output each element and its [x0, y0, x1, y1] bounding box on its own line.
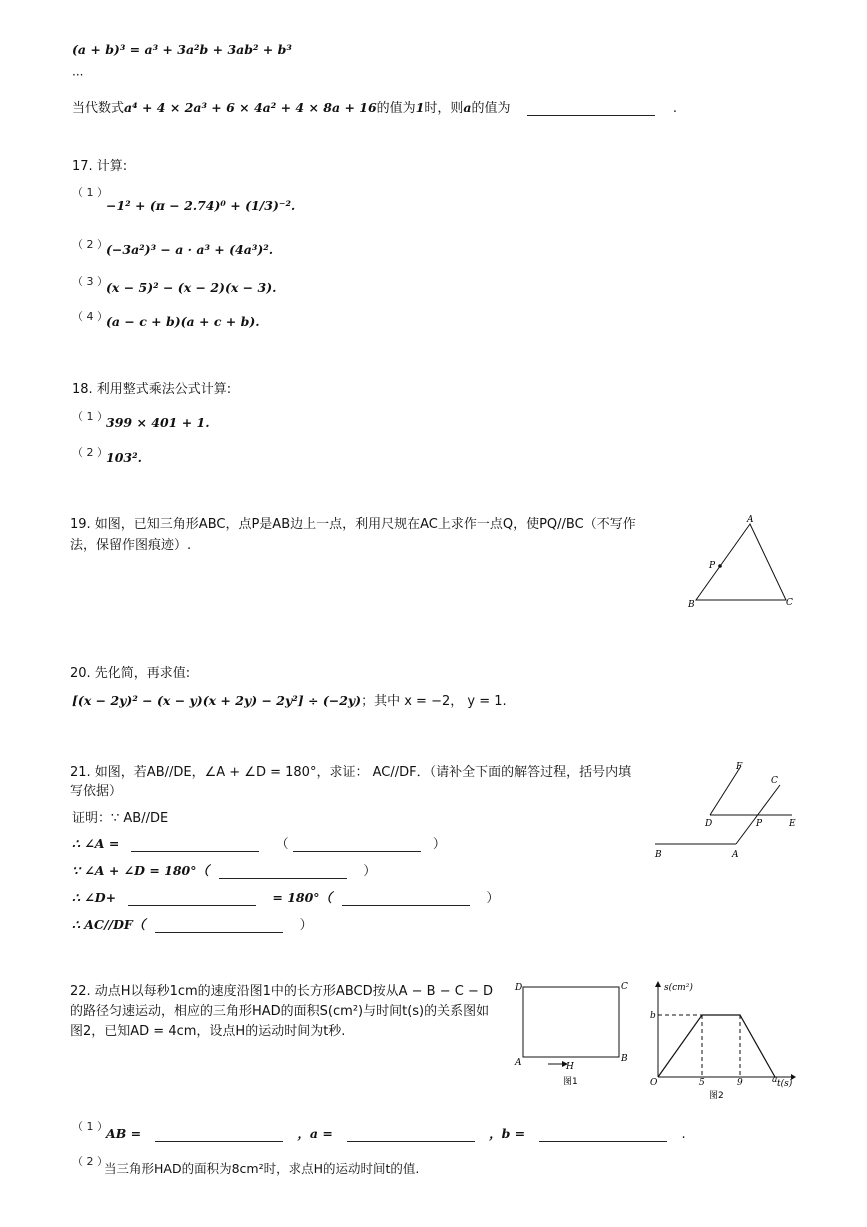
period: . [672, 101, 677, 116]
fig1-label-a: A [515, 1058, 522, 1068]
answer-blank[interactable] [527, 101, 655, 116]
q21-step4 [72, 914, 313, 933]
top-q-var: a [463, 100, 472, 115]
label-c: C [786, 598, 793, 608]
sub1-b: ，b = [489, 1126, 526, 1141]
q22-sub2-text: 当三角形HAD的面积为8cm²时，求点H的运动时间t的值. [104, 1161, 420, 1176]
parallel-lines-figure [650, 758, 800, 862]
step1-paren-close: ） [432, 837, 446, 852]
fig1-label-b: B [621, 1054, 628, 1064]
fig1-label-c: C [621, 982, 628, 992]
rectangle-figure-1 [508, 975, 633, 1093]
point-p [718, 564, 722, 568]
q18-title: 18. 利用整式乘法公式计算: [72, 382, 232, 397]
q22-sub1-num: （ 1 ） [72, 1120, 108, 1133]
step2-reason-blank[interactable] [219, 864, 347, 879]
fig2-x9: 9 [737, 1078, 743, 1088]
fig2-b: b [650, 1011, 656, 1021]
step4-paren-close: ） [299, 918, 313, 933]
q20-cond: ；其中 x = −2， y = 1. [361, 694, 507, 709]
q20-expression [72, 690, 507, 709]
q17-num-4: （ 4 ） [72, 310, 108, 323]
q18-num-2: （ 2 ） [72, 446, 108, 459]
step1-blank[interactable] [131, 837, 259, 852]
q17-expr-4: (a − c + b)(a + c + b). [106, 314, 260, 329]
label-a2: A [732, 850, 739, 860]
ab-blank[interactable] [155, 1127, 283, 1142]
fig2-x5: 5 [699, 1078, 705, 1088]
top-q-mid: 的值为 [376, 101, 416, 116]
fig2-ylabel: s(cm²) [664, 983, 693, 993]
q17-expr-1: −1² + (π − 2.74)⁰ + (1/3)⁻². [106, 198, 296, 213]
label-p2: P [756, 819, 763, 829]
label-b: B [688, 600, 695, 610]
q22-line1: 22. 动点H以每秒1cm的速度沿图1中的长方形ABCD按从A − B − C − D [70, 984, 493, 999]
b-blank[interactable] [539, 1127, 667, 1142]
label-b2: B [655, 850, 662, 860]
q19-line2: 法，保留作图痕迹）. [70, 538, 192, 553]
q17-title: 17. 计算: [72, 159, 128, 174]
q17-expr-2: (−3a²)³ − a · a³ + (4a³)². [106, 242, 274, 257]
expansion-formula: (a + b)³ = a³ + 3a²b + 3ab² + b³ [72, 42, 292, 57]
q21-step2 [72, 860, 376, 879]
fig1-label-h: H [566, 1062, 574, 1072]
step3-text-a: ∴ ∠D+ [72, 890, 117, 905]
label-d: D [705, 819, 713, 829]
step1-reason-blank[interactable] [293, 837, 421, 852]
top-question [72, 97, 677, 116]
sub1-a: ，a = [297, 1126, 333, 1141]
label-f: F [736, 762, 743, 772]
q21-line2: 写依据） [70, 784, 123, 799]
step3-paren-close: ） [486, 891, 500, 906]
q20-expr: [(x − 2y)² − (x − y)(x + 2y) − 2y²] ÷ (−2y) [72, 693, 362, 708]
area-time-graph [645, 975, 800, 1103]
step2-text: ∵ ∠A + ∠D = 180°（ [72, 863, 209, 878]
q22-sub2-num: （ 2 ） [72, 1155, 108, 1168]
q19-line1: 19. 如图，已知三角形ABC，点P是AB边上一点，利用尺规在AC上求作一点Q，使PQ//BC（不写作 [70, 517, 636, 532]
fig1-label-d: D [515, 983, 523, 993]
top-q-post: 的值为 [471, 101, 511, 116]
step4-reason-blank[interactable] [155, 918, 283, 933]
q17-num-2: （ 2 ） [72, 238, 108, 251]
q18-expr-2: 103². [106, 450, 142, 465]
fig2-a: a [772, 1075, 778, 1085]
q20-title: 20. 先化简，再求值: [70, 666, 191, 681]
step3-reason-blank[interactable] [342, 891, 470, 906]
q21-step3 [72, 887, 499, 906]
step2-paren-close: ） [363, 864, 377, 879]
top-q-mid2: 时，则 [424, 101, 464, 116]
q18-expr-1: 399 × 401 + 1. [106, 415, 210, 430]
q21-step1 [72, 833, 446, 852]
q17-num-1: （ 1 ） [72, 186, 108, 199]
q21-line1: 21. 如图，若AB//DE，∠A + ∠D = 180°，求证： AC//DF．（请补全下面的解答过程，括号内填 [70, 765, 632, 780]
q22-line3: 图2，已知AD = 4cm，设点H的运动时间为t秒. [70, 1024, 346, 1039]
q17-expr-3: (x − 5)² − (x − 2)(x − 3). [106, 280, 277, 295]
sub1-end: . [681, 1127, 686, 1142]
label-c2: C [771, 776, 778, 786]
q22-sub1 [106, 1124, 686, 1142]
label-a: A [747, 515, 754, 525]
label-e: E [789, 819, 796, 829]
sub1-ab: AB = [106, 1126, 142, 1141]
fig2-xlabel: t(s) [777, 1079, 793, 1089]
fig2-caption: 图2 [709, 1091, 724, 1101]
q18-num-1: （ 1 ） [72, 410, 108, 423]
ellipsis: ··· [72, 68, 84, 82]
q22-line2: 的路径匀速运动，相应的三角形HAD的面积S(cm²)与时间t(s)的关系图如 [70, 1004, 490, 1019]
top-q-val: 1 [415, 100, 425, 115]
a-blank[interactable] [347, 1127, 475, 1142]
top-q-expr: a⁴ + 4 × 2a³ + 6 × 4a² + 4 × 8a + 16 [124, 100, 377, 115]
step3-blank[interactable] [128, 891, 256, 906]
fig2-origin: O [650, 1078, 658, 1088]
triangle-abc-figure [680, 512, 810, 612]
q21-proof-start: 证明：∵ AB//DE [72, 811, 169, 826]
step3-text-b: = 180°（ [272, 890, 333, 905]
fig1-caption: 图1 [563, 1077, 578, 1087]
label-p: P [709, 561, 716, 571]
step1-paren-open: （ [275, 837, 289, 852]
step4-text: ∴ AC//DF（ [72, 917, 146, 932]
top-q-pre: 当代数式 [72, 101, 125, 116]
q17-num-3: （ 3 ） [72, 275, 108, 288]
step1-text: ∴ ∠A = [72, 836, 120, 851]
area-line [658, 1015, 775, 1077]
